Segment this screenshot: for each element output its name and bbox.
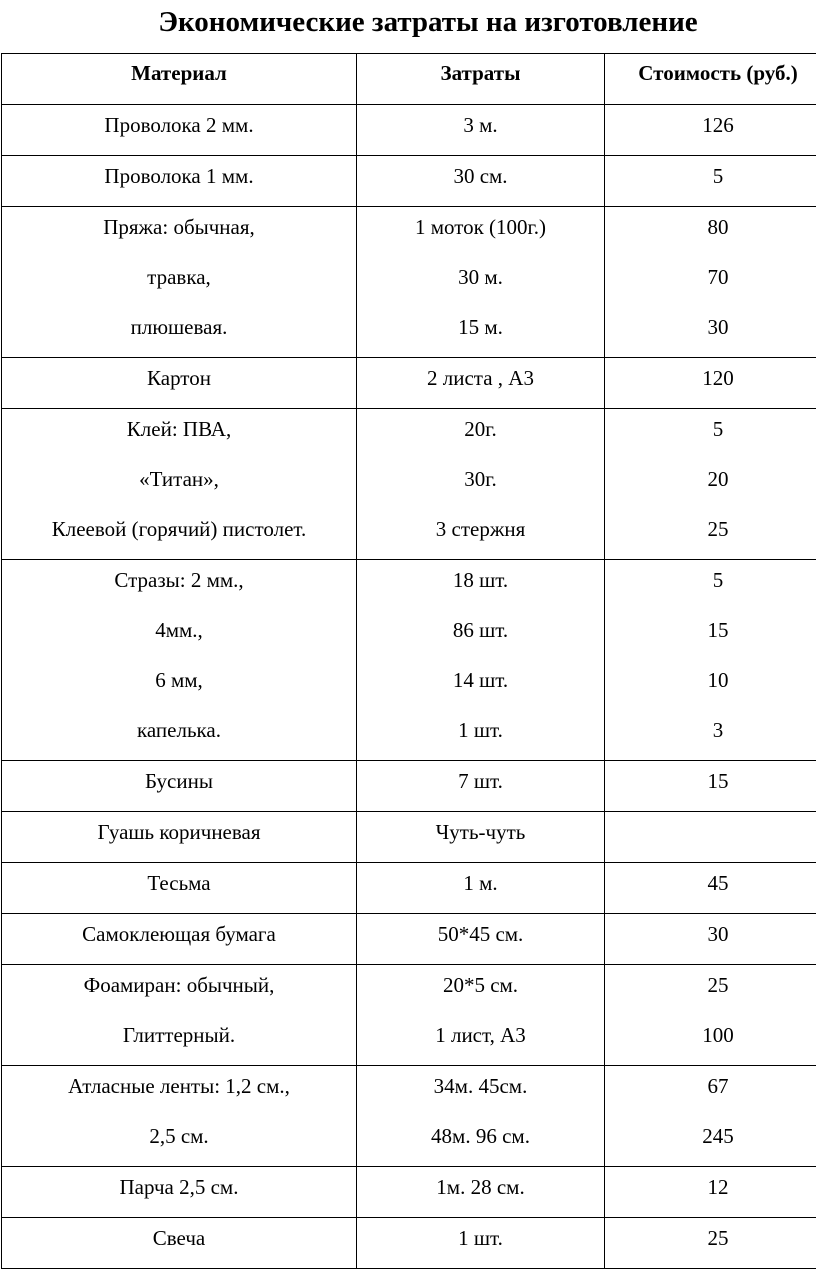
material-cell-line: 2,5 см. [2, 1116, 356, 1166]
amount-cell-line: 34м. 45см. [357, 1066, 604, 1116]
cost-cell-line: 120 [605, 358, 816, 408]
cost-cell-line: 15 [605, 761, 816, 811]
material-cell [2, 156, 357, 207]
cost-cell-line: 80 [605, 207, 816, 257]
material-cell-line: Картон [2, 358, 356, 408]
amount-cell-line: 18 шт. [357, 560, 604, 610]
cost-cell-line: 67 [605, 1066, 816, 1116]
material-cell [2, 965, 357, 1066]
table-row [2, 812, 816, 863]
cost-cell [605, 812, 816, 863]
table-header [2, 54, 816, 105]
page-title: Экономические затраты на изготовление [0, 2, 816, 42]
table-row [2, 207, 816, 358]
amount-cell-line: 15 м. [357, 307, 604, 357]
amount-cell [357, 409, 605, 560]
table-row [2, 1066, 816, 1167]
material-cell-line: Гуашь коричневая [2, 812, 356, 862]
amount-cell-line: 1 м. [357, 863, 604, 913]
cost-cell-line: 30 [605, 914, 816, 964]
cost-cell-line: 12 [605, 1167, 816, 1217]
amount-cell-line: 14 шт. [357, 660, 604, 710]
material-cell [2, 914, 357, 965]
material-cell-line: Парча 2,5 см. [2, 1167, 356, 1217]
amount-cell-line: 7 шт. [357, 761, 604, 811]
table-row [2, 1218, 816, 1269]
amount-cell-line: 30г. [357, 459, 604, 509]
material-cell [2, 1218, 357, 1269]
amount-cell-line: Чуть-чуть [357, 812, 604, 862]
amount-cell [357, 914, 605, 965]
table-row [2, 560, 816, 761]
cost-cell-line: 5 [605, 409, 816, 459]
cost-cell-line: 70 [605, 257, 816, 307]
material-cell [2, 358, 357, 409]
amount-cell [357, 1167, 605, 1218]
amount-cell-line: 3 стержня [357, 509, 604, 559]
material-cell [2, 207, 357, 358]
cost-cell-line [605, 812, 816, 862]
cost-cell [605, 965, 816, 1066]
table-row [2, 1167, 816, 1218]
cost-table [1, 53, 816, 1269]
amount-cell [357, 560, 605, 761]
amount-cell-line: 20*5 см. [357, 965, 604, 1015]
amount-cell [357, 1218, 605, 1269]
amount-cell-line: 2 листа , А3 [357, 358, 604, 408]
cost-cell [605, 358, 816, 409]
material-cell-line: Атласные ленты: 1,2 см., [2, 1066, 356, 1116]
table-row [2, 761, 816, 812]
material-cell [2, 409, 357, 560]
material-cell [2, 1167, 357, 1218]
material-cell-line: Клеевой (горячий) пистолет. [2, 509, 356, 559]
cost-cell-line: 126 [605, 105, 816, 155]
amount-cell [357, 358, 605, 409]
cost-cell [605, 761, 816, 812]
amount-cell [357, 156, 605, 207]
header-row [2, 54, 816, 105]
material-cell-line: капелька. [2, 710, 356, 760]
material-cell-line: Пряжа: обычная, [2, 207, 356, 257]
amount-cell [357, 863, 605, 914]
amount-cell [357, 965, 605, 1066]
amount-cell-line: 86 шт. [357, 610, 604, 660]
material-cell-line: Клей: ПВА, [2, 409, 356, 459]
amount-cell-line: 3 м. [357, 105, 604, 155]
material-cell-line: 6 мм, [2, 660, 356, 710]
cost-cell [605, 863, 816, 914]
material-cell-line: Проволока 1 мм. [2, 156, 356, 206]
amount-cell [357, 1066, 605, 1167]
cost-cell-line: 20 [605, 459, 816, 509]
cost-cell-line: 15 [605, 610, 816, 660]
material-cell [2, 863, 357, 914]
cost-cell-line: 25 [605, 965, 816, 1015]
amount-cell-line: 1 лист, А3 [357, 1015, 604, 1065]
amount-cell-line: 48м. 96 см. [357, 1116, 604, 1166]
amount-cell-line: 30 м. [357, 257, 604, 307]
cost-cell-line: 5 [605, 156, 816, 206]
amount-cell [357, 812, 605, 863]
amount-cell [357, 105, 605, 156]
amount-cell [357, 761, 605, 812]
table-row [2, 914, 816, 965]
table-body [2, 105, 816, 1269]
header-amount: Затраты [357, 54, 605, 105]
cost-cell-line: 5 [605, 560, 816, 610]
material-cell [2, 1066, 357, 1167]
amount-cell-line: 50*45 см. [357, 914, 604, 964]
table-row [2, 156, 816, 207]
amount-cell-line: 1 шт. [357, 1218, 604, 1268]
cost-cell-line: 45 [605, 863, 816, 913]
header-material: Материал [2, 54, 357, 105]
material-cell-line: «Титан», [2, 459, 356, 509]
material-cell-line: Глиттерный. [2, 1015, 356, 1065]
table-row [2, 409, 816, 560]
cost-cell [605, 1218, 816, 1269]
table-row [2, 358, 816, 409]
amount-cell [357, 207, 605, 358]
cost-cell [605, 1167, 816, 1218]
cost-cell [605, 105, 816, 156]
material-cell-line: плюшевая. [2, 307, 356, 357]
material-cell-line: травка, [2, 257, 356, 307]
amount-cell-line: 20г. [357, 409, 604, 459]
cost-cell-line: 100 [605, 1015, 816, 1065]
amount-cell-line: 1 шт. [357, 710, 604, 760]
amount-cell-line: 30 см. [357, 156, 604, 206]
material-cell-line: Свеча [2, 1218, 356, 1268]
material-cell-line: Проволока 2 мм. [2, 105, 356, 155]
amount-cell-line: 1м. 28 см. [357, 1167, 604, 1217]
cost-cell-line: 25 [605, 509, 816, 559]
material-cell-line: Бусины [2, 761, 356, 811]
cost-cell-line: 245 [605, 1116, 816, 1166]
material-cell [2, 761, 357, 812]
cost-cell [605, 207, 816, 358]
material-cell-line: Фоамиран: обычный, [2, 965, 356, 1015]
material-cell-line: Тесьма [2, 863, 356, 913]
table-row [2, 863, 816, 914]
cost-cell-line: 10 [605, 660, 816, 710]
cost-cell-line: 3 [605, 710, 816, 760]
material-cell-line: Стразы: 2 мм., [2, 560, 356, 610]
table-row [2, 105, 816, 156]
cost-cell-line: 30 [605, 307, 816, 357]
cost-cell-line: 25 [605, 1218, 816, 1268]
material-cell-line: Самоклеющая бумага [2, 914, 356, 964]
cost-cell [605, 914, 816, 965]
table-row [2, 965, 816, 1066]
cost-cell [605, 1066, 816, 1167]
cost-cell [605, 560, 816, 761]
header-cost: Стоимость (руб.) [605, 54, 816, 105]
material-cell [2, 105, 357, 156]
material-cell [2, 812, 357, 863]
cost-cell [605, 409, 816, 560]
material-cell-line: 4мм., [2, 610, 356, 660]
material-cell [2, 560, 357, 761]
cost-cell [605, 156, 816, 207]
amount-cell-line: 1 моток (100г.) [357, 207, 604, 257]
